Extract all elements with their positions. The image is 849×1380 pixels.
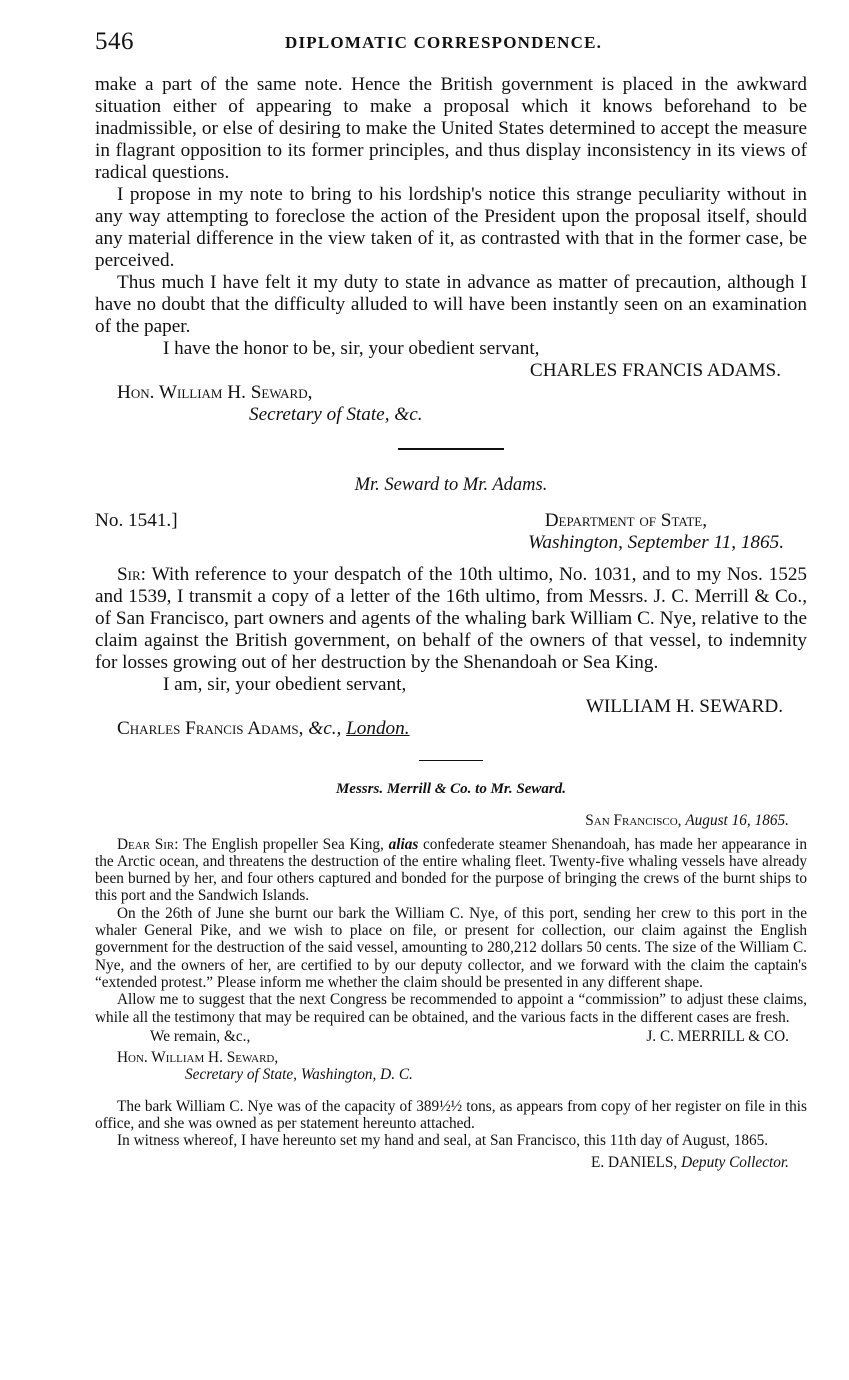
dateline bbox=[95, 510, 807, 532]
addressee bbox=[117, 1049, 807, 1066]
running-title: DIPLOMATIC CORRESPONDENCE. bbox=[285, 33, 603, 52]
paragraph: The bark William C. Nye was of the capacity of 389½½ tons, as appears from copy of her register on file in this office, and she was owned as per statement hereunto attached. bbox=[95, 1097, 807, 1133]
letter-seward-to-adams bbox=[95, 474, 807, 740]
signature: J. C. MERRILL & CO. bbox=[646, 1027, 789, 1045]
department: Department of State, bbox=[544, 510, 707, 531]
despatch-number: No. 1541.] bbox=[95, 510, 178, 531]
addressee-title: Secretary of State, &c. bbox=[249, 404, 423, 425]
closing-line: I have the honor to be, sir, your obedient servant, bbox=[163, 338, 540, 359]
place-date: Washington, September 11, 1865. bbox=[528, 532, 784, 553]
signature: WILLIAM H. SEWARD. bbox=[585, 696, 783, 717]
letter-adams-conclusion bbox=[95, 74, 807, 426]
section-divider bbox=[398, 448, 504, 450]
paragraph: In witness whereof, I have hereunto set my hand and seal, at San Francisco, this 11th day of August, 1865. bbox=[117, 1132, 769, 1150]
paragraph: I propose in my note to bring to his lordship's notice this strange peculiarity without in any way attempting to foreclose the action of the President upon the proposal itself, should any material difference in the view taken of it, as contrasted with that in the former case, be perceived. bbox=[95, 184, 807, 271]
certificate-signature: E. DANIELS, Deputy Collector. bbox=[591, 1153, 789, 1171]
closing-row bbox=[95, 1028, 807, 1045]
addressee: Charles Francis Adams, &c., London. bbox=[117, 718, 410, 739]
paragraph: Thus much I have felt it my duty to state in advance as matter of precaution, although I have no doubt that the difficulty alluded to will have been instantly seen on an examination of the paper. bbox=[95, 272, 807, 337]
addressee bbox=[117, 382, 807, 404]
letter-merrill-to-seward bbox=[95, 781, 807, 1084]
paragraph: make a part of the same note. Hence the British government is placed in the awkward situation either of appearing to make a proposal which it knows beforehand to be inadmissible, or else of desiring to make the United States determined to accept the measure in flagrant opposition to its former principles, and thus display inconsistency in its views of radical questions. bbox=[95, 74, 807, 183]
closing-line: We remain, &c., bbox=[150, 1027, 251, 1045]
page-number: 546 bbox=[95, 28, 134, 55]
certificate bbox=[95, 1098, 807, 1171]
closing-line: I am, sir, your obedient servant, bbox=[163, 674, 407, 695]
paragraph: Dear Sir: The English propeller Sea King, alias confederate steamer Shenandoah, has made her appearance in the Arctic ocean, and threatens the destruction of the entire whaling fleet. Twenty-five whaling vessels have already been burned by her, and four others captured and bonded for the purpose of bringing the crews of the burnt ships to this port and the Sandwich Islands. bbox=[95, 835, 807, 905]
salutation: Sir: bbox=[117, 564, 147, 585]
paragraph: Sir: With reference to your despatch of the 10th ultimo, No. 1031, and to my Nos. 1525 and 1539, I transmit a copy of a letter of the 16th ultimo, from Messrs. J. C. Merrill & Co., of San Francisco, part owners and agents of the whaling bark William C. Nye, relative to the claim against the British government, on behalf of the owners of that vessel, to indemnity for losses growing out of her destruction by the Shenandoah or Sea King. bbox=[95, 564, 808, 673]
letter-heading: Mr. Seward to Mr. Adams. bbox=[354, 475, 548, 495]
paragraph: On the 26th of June she burnt our bark the William C. Nye, of this port, sending her crew to this port in the whaler General Pike, and we wish to place on file, or present for collection, our claim against the English government for the destruction of the said vessel, amounting to 280,212 dollars 50 cents. The size of the William C. Nye, and the owners of her, are certified to by our deputy collector, and we forward with the claim the captain's “extended protest.” Please inform me whether the claim should be presented in any different shape. bbox=[95, 904, 807, 991]
addressee-name: Charles Francis Adams, bbox=[117, 718, 304, 739]
addressee-name: Hon. William H. Seward, bbox=[117, 382, 313, 403]
place-date: San Francisco, August 16, 1865. bbox=[585, 812, 789, 830]
addressee-name: Hon. William H. Seward, bbox=[117, 1049, 279, 1067]
running-header bbox=[95, 28, 807, 58]
section-divider bbox=[419, 760, 483, 761]
signature: CHARLES FRANCIS ADAMS. bbox=[529, 360, 781, 381]
document-page bbox=[95, 28, 807, 1171]
paragraph: Allow me to suggest that the next Congress be recommended to appoint a “commission” to adjust these claims, while all the testimony that may be required can be obtained, and the various facts in the different cases are fresh. bbox=[95, 991, 807, 1026]
salutation: Dear Sir: bbox=[117, 835, 179, 853]
letter-heading: Messrs. Merrill & Co. to Mr. Seward. bbox=[335, 781, 567, 797]
addressee-title: Secretary of State, Washington, D. C. bbox=[185, 1066, 413, 1084]
